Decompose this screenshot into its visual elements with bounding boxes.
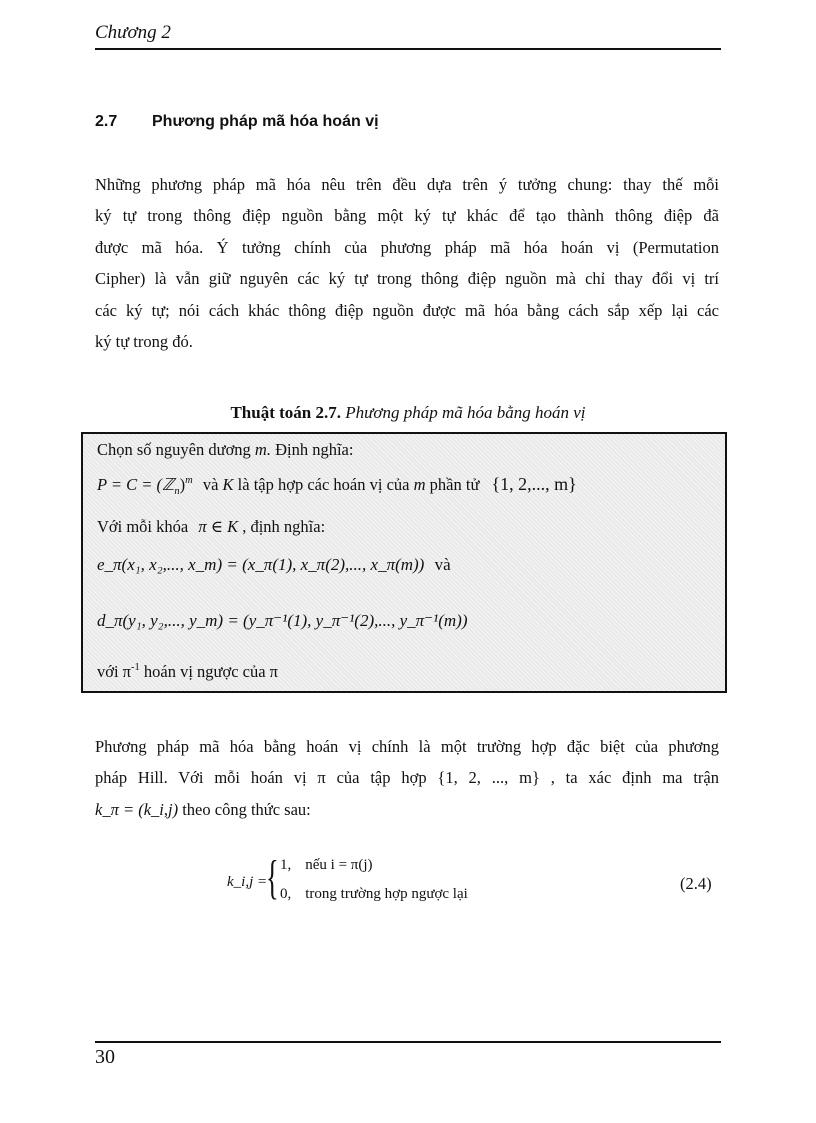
permutation-set: {1, 2,..., m} bbox=[491, 474, 577, 494]
equation-lhs: k_i,j = bbox=[227, 874, 268, 890]
left-brace: { bbox=[266, 851, 279, 904]
decryption-rule bbox=[97, 611, 468, 631]
algorithm-line-3: Với mỗi khóa π ∈ K , định nghĩa: bbox=[97, 517, 326, 536]
section-title: Phương pháp mã hóa hoán vị bbox=[152, 113, 379, 130]
intro-paragraph bbox=[95, 169, 719, 357]
page-number: 30 bbox=[95, 1046, 115, 1068]
matrix-formula: k_π = (k_i,j) bbox=[95, 799, 179, 819]
header-divider bbox=[95, 48, 721, 50]
encryption-rule: e_π(x₁, x₂,..., x_m) = (x_π(1), x_π(2),..., x_π(m)) và bbox=[97, 555, 451, 574]
plaintext-ciphertext-space: P = C = (ℤ bbox=[97, 475, 175, 494]
paragraph-line: Cipher) là vẫn giữ nguyên các ký tự trong thông điệp nguồn mà chỉ thay đổi vị trí bbox=[95, 269, 719, 289]
algorithm-box bbox=[81, 432, 727, 693]
equation-number: (2.4) bbox=[680, 874, 712, 893]
section-number: 2.7 bbox=[95, 113, 118, 130]
paragraph-line: Phương pháp mã hóa bằng hoán vị chính là một trường hợp đặc biệt của phương bbox=[95, 737, 719, 756]
section-heading bbox=[95, 113, 379, 131]
algorithm-caption bbox=[95, 403, 721, 423]
hill-paragraph bbox=[95, 731, 719, 825]
algorithm-line-1: Chọn số nguyên dương m. Định nghĩa: bbox=[97, 440, 354, 459]
equation-case-1: 1, nếu i = π(j) bbox=[280, 857, 373, 873]
algorithm-line-2: P = C = (ℤ$_n$)$^m$ và K là tập hợp các hoán vị của m phần tử {1, 2,..., m} bbox=[97, 474, 577, 497]
algorithm-label: Thuật toán 2.7. bbox=[230, 403, 341, 422]
equation-2-4 bbox=[225, 852, 725, 912]
paragraph-line: ký tự trong thông điệp nguồn bằng một ký tự khác để tạo thành thông điệp đã bbox=[95, 206, 719, 226]
footer-divider bbox=[95, 1041, 721, 1043]
decryption-formula: d_π(y₁, y₂,..., y_m) = (y_π⁻¹(1), y_π⁻¹(2),..., y_π⁻¹(m)) bbox=[97, 611, 468, 630]
encryption-formula: e_π(x₁, x₂,..., x_m) = (x_π(1), x_π(2),..., x_π(m)) bbox=[97, 555, 425, 574]
equation-case-2: 0, trong trường hợp ngược lại bbox=[280, 886, 468, 902]
paragraph-line: pháp Hill. Với mỗi hoán vị π của tập hợp {1, 2, ..., m} , ta xác định ma trận bbox=[95, 768, 719, 788]
algorithm-last-line: với $\pi^{-1}$ hoán vị ngược của π bbox=[97, 662, 279, 681]
paragraph-line: các ký tự; nói cách khác thông điệp nguồn được mã hóa bằng cách sắp xếp lại các bbox=[95, 300, 719, 320]
algorithm-title: Phương pháp mã hóa bằng hoán vị bbox=[345, 403, 586, 422]
paragraph-line: Những phương pháp mã hóa nêu trên đều dựa trên ý tưởng chung: thay thế mỗi bbox=[95, 175, 719, 194]
paragraph-line: ký tự trong đó. bbox=[95, 332, 193, 352]
chapter-header: Chương 2 bbox=[95, 22, 171, 43]
paragraph-line: k_π = (k_i,j) theo công thức sau: bbox=[95, 799, 311, 819]
paragraph-line: được mã hóa. Ý tưởng chính của phương pháp mã hóa hoán vị (Permutation bbox=[95, 237, 719, 257]
